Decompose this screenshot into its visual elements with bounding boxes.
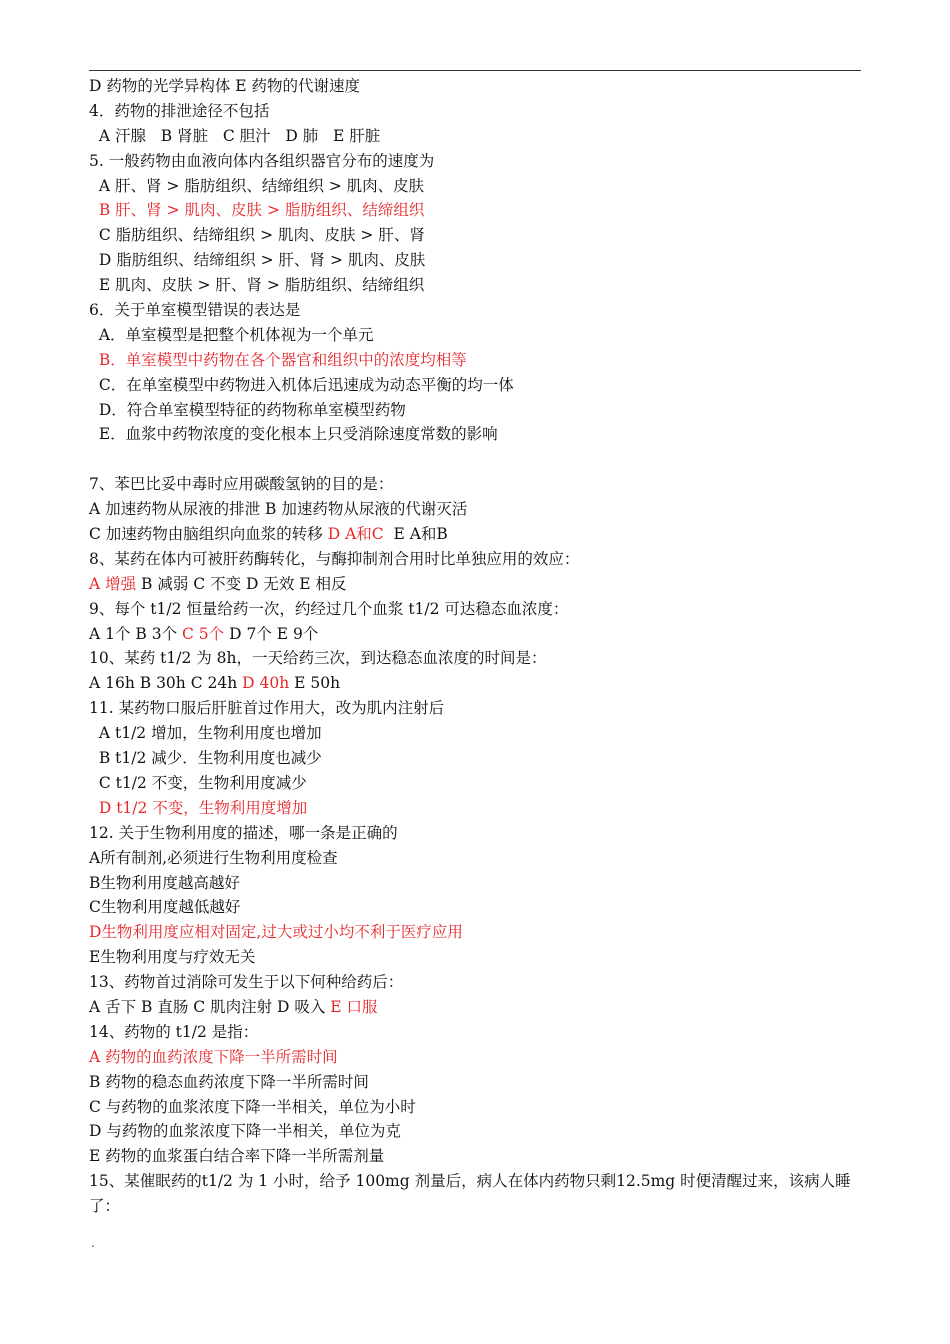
text-segment: 14、药物的 t1/2 是指： — [89, 1022, 259, 1041]
text-segment: A所有制剂,必须进行生物利用度检查 — [89, 848, 338, 867]
text-segment: E 50h — [289, 674, 341, 693]
text-segment: A 肝、肾 > 脂肪组织、结缔组织 > 肌肉、皮肤 — [89, 176, 425, 195]
text-segment: A 舌下 B 直肠 C 肌肉注射 D 吸入 — [89, 997, 331, 1016]
text-segment: D 7个 E 9个 — [224, 624, 319, 643]
text-line — [89, 248, 869, 273]
text-line — [89, 547, 869, 572]
text-line — [89, 771, 869, 796]
text-line — [89, 671, 869, 696]
text-line — [89, 696, 869, 721]
text-line — [89, 323, 869, 348]
text-line — [89, 1169, 869, 1219]
text-segment: 10、某药 t1/2 为 8h，一天给药三次，到达稳态血浓度的时间是： — [89, 649, 547, 668]
text-segment: C生物利用度越低越好 — [89, 898, 241, 917]
text-line — [89, 646, 869, 671]
text-line — [89, 597, 869, 622]
text-line — [89, 223, 869, 248]
text-segment: E 肌肉、皮肤 > 肝、肾 > 脂肪组织、结缔组织 — [89, 276, 425, 295]
text-line — [89, 846, 869, 871]
text-segment: A 16h B 30h C 24h — [89, 674, 243, 693]
text-line — [89, 622, 869, 647]
text-line — [89, 298, 869, 323]
text-line — [89, 348, 869, 373]
text-line — [89, 746, 869, 771]
text-line — [89, 796, 869, 821]
text-segment: C 与药物的血浆浓度下降一半相关，单位为小时 — [89, 1097, 416, 1116]
text-segment: E生物利用度与疗效无关 — [89, 948, 256, 967]
answer-highlight: A 增强 — [89, 574, 137, 593]
text-segment: 15、某催眠药的t1/2 为 1 小时，给予 100mg 剂量后，病人在体内药物只剩12.5mg 时便清醒过来，该病人睡了： — [89, 1172, 851, 1216]
text-line — [89, 920, 869, 945]
text-segment: C 加速药物由脑组织向血浆的转移 — [89, 525, 328, 544]
text-segment: 4．药物的排泄途径不包括 — [89, 101, 270, 120]
page-footer-mark: . — [91, 1236, 95, 1250]
text-segment: 5. 一般药物由血液向体内各组织器官分布的速度为 — [89, 151, 435, 170]
text-line — [89, 398, 869, 423]
text-line — [89, 422, 869, 447]
text-line — [89, 273, 869, 298]
text-line — [89, 572, 869, 597]
text-line — [89, 821, 869, 846]
text-segment: D．符合单室模型特征的药物称单室模型药物 — [89, 400, 406, 419]
answer-highlight: B．单室模型中药物在各个器官和组织中的浓度均相等 — [89, 350, 467, 369]
text-segment: A 1个 B 3个 — [89, 624, 183, 643]
text-segment: 12. 关于生物利用度的描述，哪一条是正确的 — [89, 823, 398, 842]
text-line — [89, 198, 869, 223]
text-line — [89, 99, 869, 124]
answer-highlight: D 40h — [242, 674, 290, 693]
answer-highlight: E 口服 — [330, 997, 378, 1016]
text-line — [89, 945, 869, 970]
text-line — [89, 149, 869, 174]
text-segment: B 减弱 C 不变 D 无效 E 相反 — [136, 574, 347, 593]
text-segment: A t1/2 增加，生物利用度也增加 — [89, 724, 322, 743]
text-line — [89, 895, 869, 920]
text-segment: 11. 某药物口服后肝脏首过作用大，改为肌内注射后 — [89, 699, 445, 718]
text-line — [89, 1070, 869, 1095]
header-rule — [89, 70, 861, 71]
text-line — [89, 74, 869, 99]
text-segment: A．单室模型是把整个机体视为一个单元 — [89, 325, 374, 344]
text-line — [89, 522, 869, 547]
text-segment: B 药物的稳态血药浓度下降一半所需时间 — [89, 1072, 369, 1091]
text-segment: B生物利用度越高越好 — [89, 873, 240, 892]
text-segment: 9、每个 t1/2 恒量给药一次，约经过几个血浆 t1/2 可达稳态血浓度： — [89, 599, 569, 618]
text-segment: A 加速药物从尿液的排泄 B 加速药物从尿液的代谢灭活 — [89, 500, 468, 519]
text-line — [89, 871, 869, 896]
text-line — [89, 1095, 869, 1120]
text-line — [89, 995, 869, 1020]
text-line — [89, 472, 869, 497]
text-line — [89, 124, 869, 149]
text-line — [89, 1144, 869, 1169]
text-segment: 8、某药在体内可被肝药酶转化，与酶抑制剂合用时比单独应用的效应： — [89, 549, 580, 568]
text-segment: C．在单室模型中药物进入机体后迅速成为动态平衡的均一体 — [89, 375, 514, 394]
answer-highlight: D生物利用度应相对固定,过大或过小均不利于医疗应用 — [89, 923, 463, 942]
text-segment: D 药物的光学异构体 E 药物的代谢速度 — [89, 77, 361, 95]
text-line — [89, 373, 869, 398]
text-segment: C t1/2 不变，生物利用度减少 — [89, 773, 307, 792]
blank-line — [89, 447, 869, 472]
text-line — [89, 1045, 869, 1070]
text-segment: B t1/2 减少．生物利用度也减少 — [89, 749, 322, 768]
answer-highlight: C 5个 — [182, 624, 225, 643]
text-line — [89, 970, 869, 995]
text-line — [89, 721, 869, 746]
text-segment: D 脂肪组织、结缔组织 > 肝、肾 > 肌肉、皮肤 — [89, 251, 426, 270]
text-line — [89, 1119, 869, 1144]
text-segment: E 药物的血浆蛋白结合率下降一半所需剂量 — [89, 1147, 385, 1166]
text-segment: A 汗腺 B 肾脏 C 胆汁 D 肺 E 肝脏 — [89, 126, 381, 145]
text-line — [89, 174, 869, 199]
document-body — [89, 74, 869, 1219]
text-segment: E．血浆中药物浓度的变化根本上只受消除速度常数的影响 — [89, 425, 498, 444]
answer-highlight: D t1/2 不变，生物利用度增加 — [89, 798, 308, 817]
answer-highlight: A 药物的血药浓度下降一半所需时间 — [89, 1047, 338, 1066]
text-segment: 13、药物首过消除可发生于以下何种给药后： — [89, 973, 404, 992]
text-segment: C 脂肪组织、结缔组织 > 肌肉、皮肤 > 肝、肾 — [89, 226, 425, 245]
answer-highlight: D A和C — [327, 525, 384, 544]
text-segment: 6．关于单室模型错误的表达是 — [89, 301, 301, 320]
text-segment: 7、苯巴比妥中毒时应用碳酸氢钠的目的是： — [89, 475, 394, 494]
text-segment: E A和B — [383, 525, 448, 544]
text-segment: D 与药物的血浆浓度下降一半相关，单位为克 — [89, 1122, 401, 1141]
text-line — [89, 497, 869, 522]
answer-highlight: B 肝、肾 > 肌肉、皮肤 > 脂肪组织、结缔组织 — [89, 201, 425, 220]
text-line — [89, 1020, 869, 1045]
